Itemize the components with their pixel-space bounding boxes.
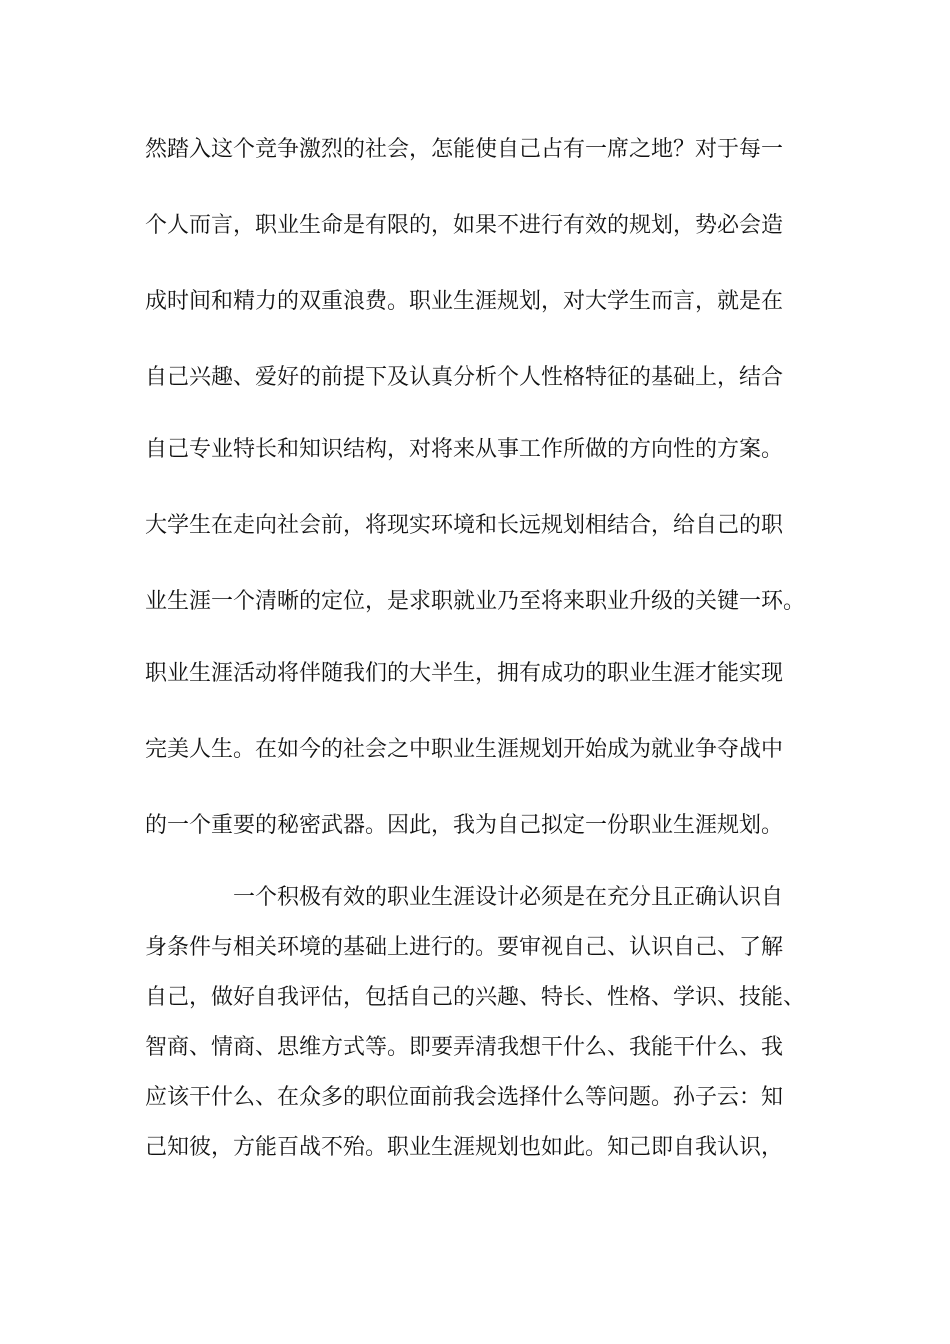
paragraph-1-line-6: 大学生在走向社会前，将现实环境和长远规划相结合，给自己的职 bbox=[145, 513, 784, 538]
paragraph-1-line-7: 业生涯一个清晰的定位，是求职就业乃至将来职业升级的关键一环。 bbox=[145, 589, 806, 614]
paragraph-1-line-1: 然踏入这个竞争激烈的社会，怎能使自己占有一席之地？对于每一 bbox=[145, 137, 784, 162]
paragraph-1-line-3: 成时间和精力的双重浪费。职业生涯规划，对大学生而言，就是在 bbox=[145, 289, 784, 314]
paragraph-2-line-1: 一个积极有效的职业生涯设计必须是在充分且正确认识自 bbox=[233, 885, 784, 910]
paragraph-2-line-4: 智商、情商、思维方式等。即要弄清我想干什么、我能干什么、我 bbox=[145, 1035, 784, 1060]
paragraph-2-line-6: 己知彼，方能百战不殆。职业生涯规划也如此。知己即自我认识， bbox=[145, 1135, 784, 1160]
paragraph-1-line-2: 个人而言，职业生命是有限的，如果不进行有效的规划，势必会造 bbox=[145, 213, 784, 238]
paragraph-1-line-9: 完美人生。在如今的社会之中职业生涯规划开始成为就业争夺战中 bbox=[145, 737, 784, 762]
paragraph-1-line-10: 的一个重要的秘密武器。因此，我为自己拟定一份职业生涯规划。 bbox=[145, 813, 784, 838]
paragraph-1-line-8: 职业生涯活动将伴随我们的大半生，拥有成功的职业生涯才能实现 bbox=[145, 661, 784, 686]
paragraph-1-line-4: 自己兴趣、爱好的前提下及认真分析个人性格特征的基础上，结合 bbox=[145, 365, 784, 390]
paragraph-2-line-2: 身条件与相关环境的基础上进行的。要审视自己、认识自己、了解 bbox=[145, 935, 784, 960]
paragraph-1-line-5: 自己专业特长和知识结构，对将来从事工作所做的方向性的方案。 bbox=[145, 437, 784, 462]
paragraph-2-line-5: 应该干什么、在众多的职位面前我会选择什么等问题。孙子云：知 bbox=[145, 1085, 784, 1110]
paragraph-2-line-3: 自己，做好自我评估，包括自己的兴趣、特长、性格、学识、技能、 bbox=[145, 985, 806, 1010]
